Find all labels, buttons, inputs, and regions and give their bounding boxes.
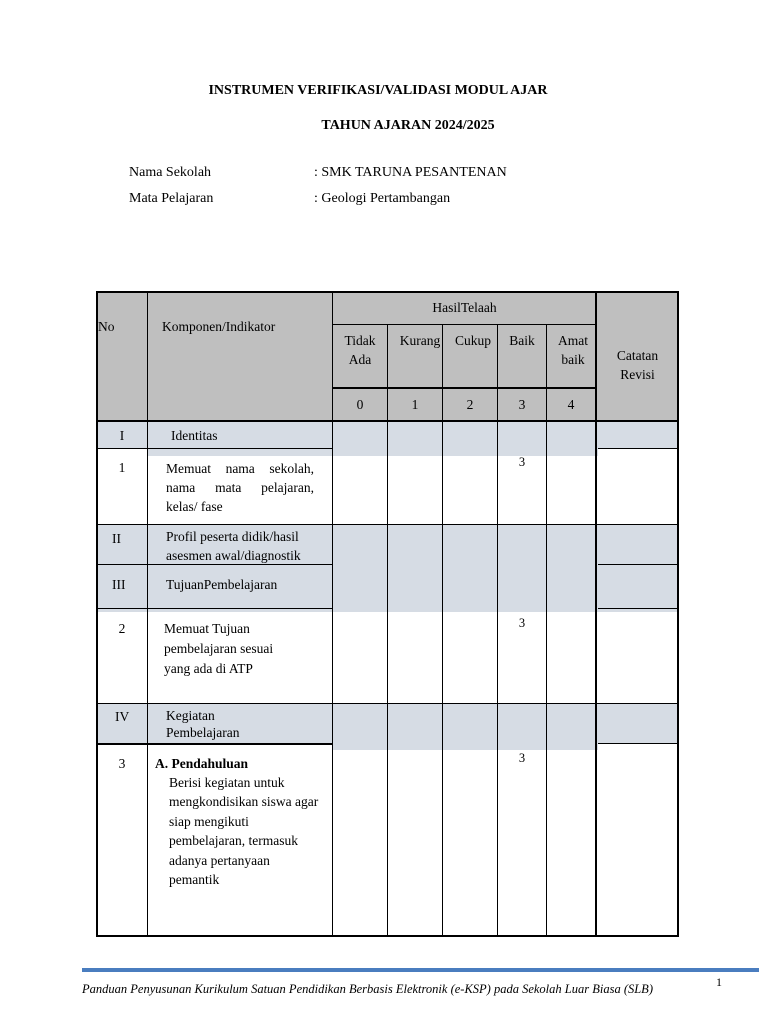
row-number: I — [119, 428, 125, 443]
row-number: II — [112, 531, 121, 546]
row-label: Profil peserta didik/hasil asesmen awal/diagnostik — [166, 529, 301, 563]
subject-value: : Geologi Pertambangan — [314, 191, 451, 206]
row-label: Identitas — [171, 428, 218, 443]
rating-cukup: Cukup — [454, 333, 491, 348]
rating-tidak-ada: Tidak Ada — [344, 333, 376, 367]
header-catatan-revisi: Catatan Revisi — [616, 348, 659, 382]
footer-text: Panduan Penyusunan Kurikulum Satuan Pendidikan Berbasis Elektronik (e-KSP) pada Sekolah Luar Biasa (SLB) — [82, 982, 653, 996]
score-0: 0 — [356, 397, 364, 412]
rating-amat-baik: Amat baik — [558, 333, 588, 367]
section-shade-extension-2 — [333, 743, 598, 750]
header-hasil-telaah: HasilTelaah — [432, 300, 497, 315]
row-indicator: Memuat nama sekolah, nama mata pelajaran, kelas/ fase — [166, 461, 314, 514]
row-indicator: Memuat Tujuan pembelajaran sesuai yang ada di ATP — [164, 621, 274, 676]
row-heading: A. Pendahuluan — [155, 756, 249, 771]
validation-table — [96, 291, 679, 937]
header-komponen: Komponen/Indikator — [162, 319, 276, 334]
row-number: 1 — [118, 460, 126, 475]
row-score-mark: 3 — [518, 455, 526, 469]
score-4: 4 — [567, 397, 575, 412]
row-label: TujuanPembelajaran — [166, 577, 278, 592]
rating-baik: Baik — [509, 333, 535, 348]
row-indicator: Berisi kegiatan untuk mengkondisikan siswa agar siap mengikuti pembelajaran, termasuk adanya pertanyaan pemantik — [169, 775, 319, 888]
document-subtitle: TAHUN AJARAN 2024/2025 — [321, 118, 495, 133]
page-number: 1 — [716, 975, 722, 989]
score-2: 2 — [466, 397, 474, 412]
score-1: 1 — [411, 397, 419, 412]
school-name-value: : SMK TARUNA PESANTENAN — [314, 165, 507, 180]
row-score-mark: 3 — [518, 616, 526, 630]
score-3: 3 — [518, 397, 526, 412]
rating-kurang: Kurang — [399, 333, 441, 348]
row-number: 2 — [118, 621, 126, 636]
document-title: INSTRUMEN VERIFIKASI/VALIDASI MODUL AJAR — [208, 83, 548, 98]
school-name-label: Nama Sekolah — [129, 165, 212, 180]
row-number: III — [112, 577, 126, 592]
row-score-mark: 3 — [518, 751, 526, 765]
header-no: No — [98, 319, 115, 334]
row-label: Kegiatan Pembelajaran — [166, 708, 240, 740]
row-number: IV — [115, 709, 130, 724]
subject-label: Mata Pelajaran — [129, 191, 214, 206]
row-number: 3 — [118, 756, 126, 771]
footer-divider — [82, 968, 759, 972]
